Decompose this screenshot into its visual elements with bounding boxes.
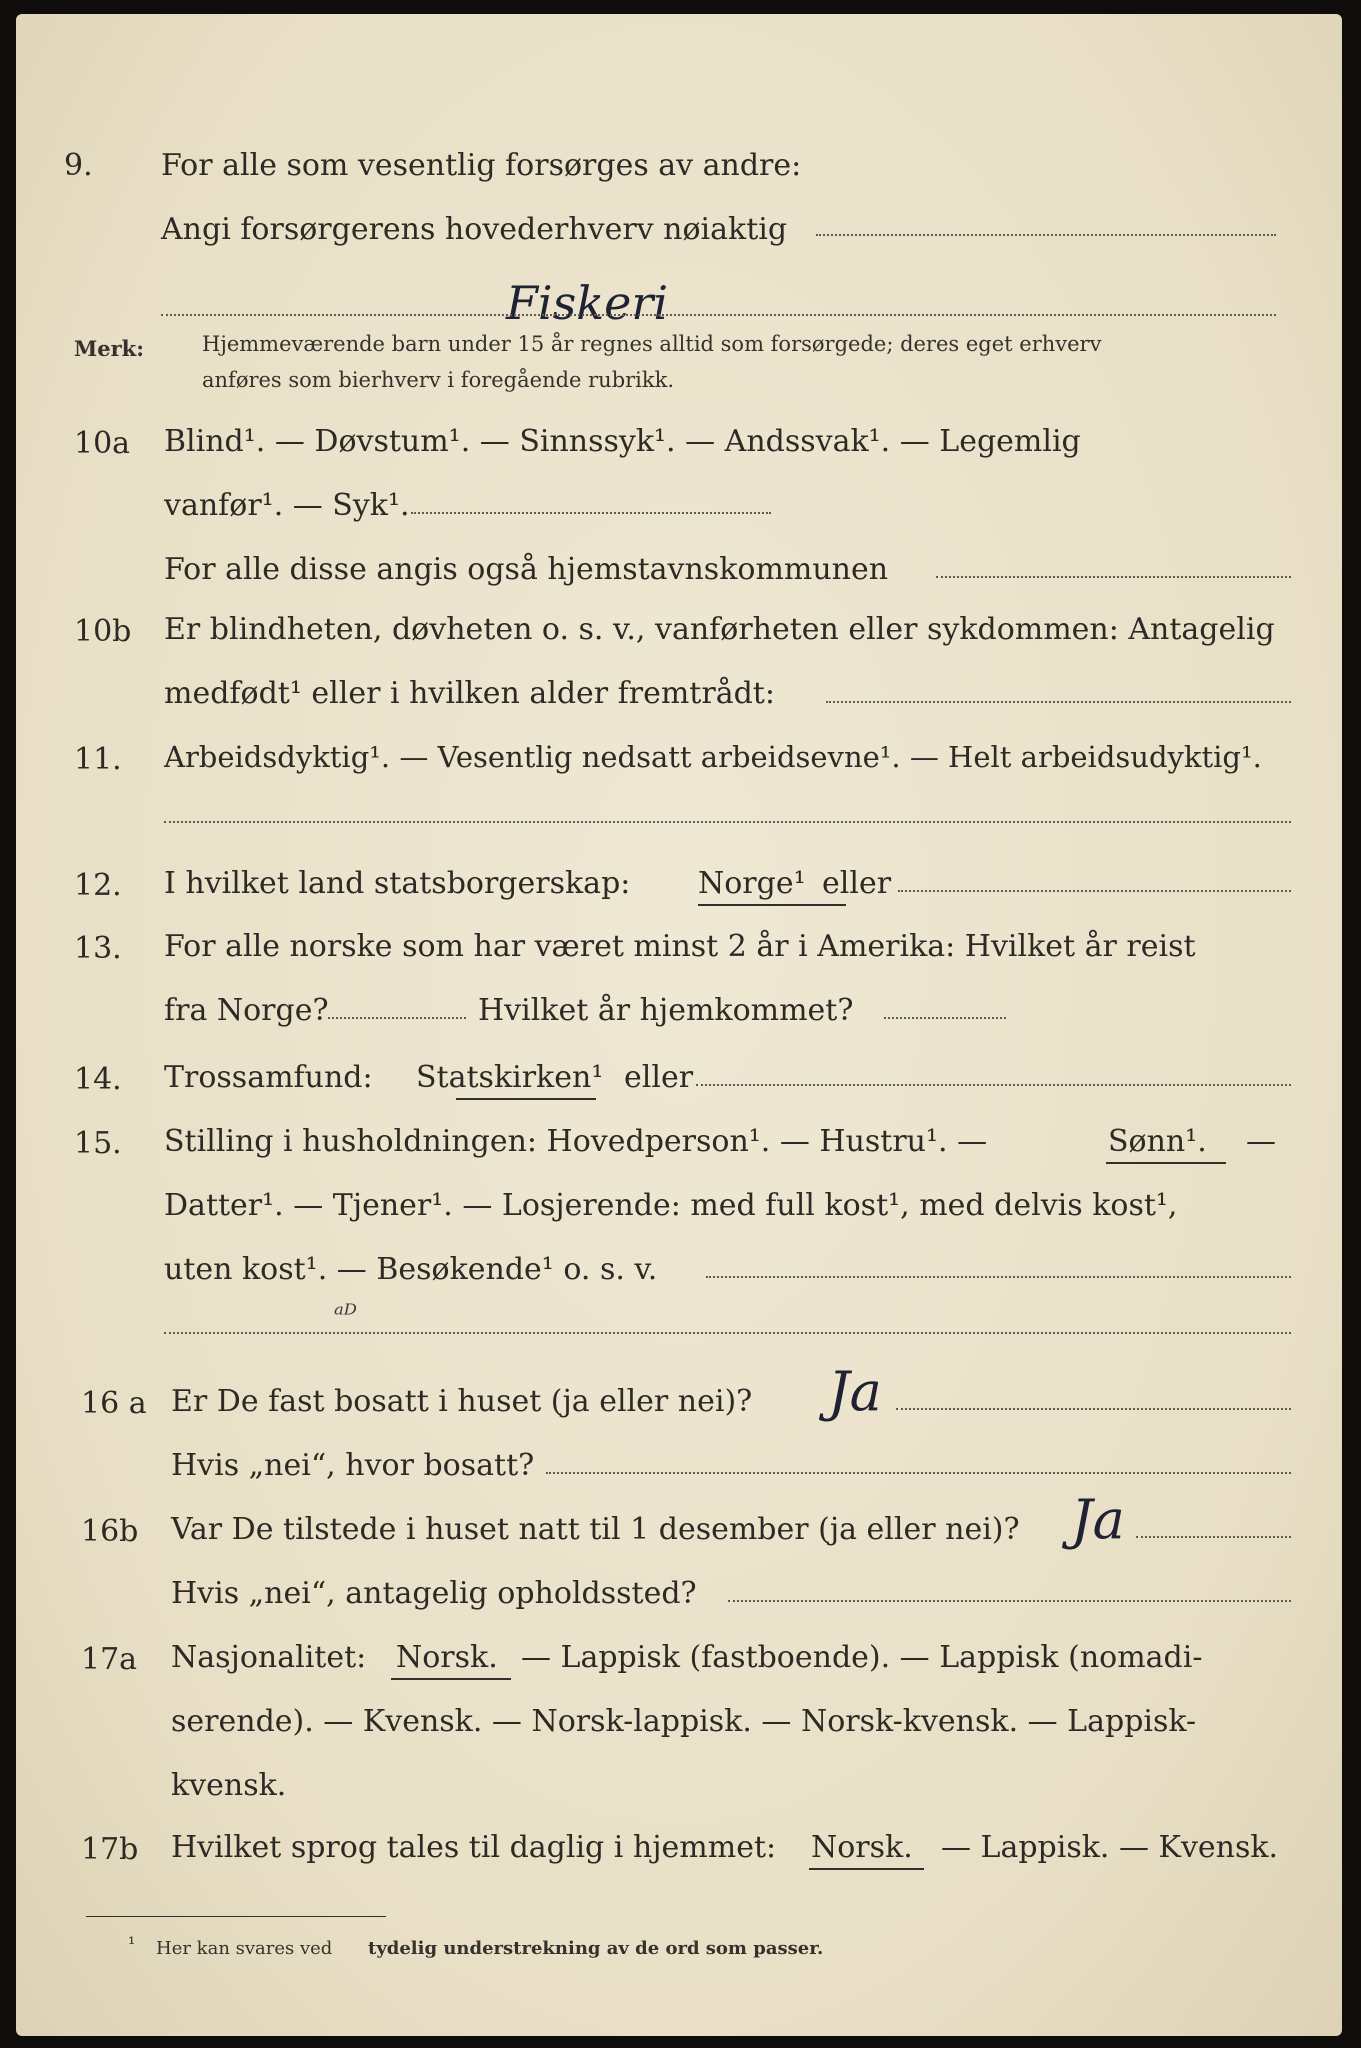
q13-line2a: fra Norge? (164, 993, 329, 1028)
q12-number: 12. (74, 868, 122, 903)
q10a-dotted-line (411, 512, 771, 514)
q10b-line1: Er blindheten, døvheten o. s. v., vanførheten eller sykdommen: Antagelig (164, 612, 1275, 647)
q16a-handwritten-answer: Ja (828, 1360, 882, 1423)
q17b-prefix: Hvilket sprog tales til daglig i hjemmet: (171, 1830, 777, 1865)
q14-suffix: eller (624, 1060, 694, 1095)
q9-provider-dotted-line (816, 234, 1276, 236)
q9-handwritten-answer: Fiskeri (506, 276, 669, 330)
q16b-handwritten-answer: Ja (1071, 1488, 1125, 1551)
q10b-number: 10b (74, 614, 132, 649)
q16a-dotted-line (896, 1408, 1291, 1410)
q17a-line1b: — Lappisk (fastboende). — Lappisk (nomadi- (521, 1640, 1203, 1675)
q15-line1b: — (1246, 1124, 1276, 1159)
q13-number: 13. (74, 931, 122, 966)
q16a-line1: Er De fast bosatt i huset (ja eller nei)? (171, 1384, 753, 1419)
q14-dotted-line (696, 1084, 1291, 1086)
q15-line2: Datter¹. — Tjener¹. — Losjerende: med full kost¹, med delvis kost¹, (164, 1188, 1178, 1223)
q16b-line1: Var De tilstede i huset natt til 1 desember (ja eller nei)? (171, 1512, 1020, 1547)
q16b-dotted-line (1136, 1536, 1291, 1538)
q14-number: 14. (74, 1062, 122, 1097)
q16b-location-dotted-line (728, 1600, 1291, 1602)
q14-underlined-statskirken: Statskirken¹ (416, 1060, 604, 1095)
q11-number: 11. (74, 742, 122, 777)
footnote-marker: ¹ (128, 1934, 136, 1955)
q15-line1a: Stilling i husholdningen: Hovedperson¹. — Hustru¹. — (164, 1124, 988, 1159)
q17a-line3: kvensk. (171, 1768, 287, 1803)
q12-underline-mark (698, 904, 846, 906)
census-form-page (16, 14, 1342, 2036)
q12-dotted-line (898, 890, 1291, 892)
merk-text-line2: anføres som bierhverv i foregående rubrikk. (202, 368, 675, 392)
q15-underlined-sonn: Sønn¹. (1108, 1124, 1207, 1159)
q15-pencil-mark: ᵃᴰ (334, 1300, 357, 1330)
q11-dotted-line (164, 821, 1291, 823)
q9-number: 9. (64, 148, 93, 183)
q13-year-left-dotted-line (328, 1017, 466, 1019)
q14-underline-mark (456, 1098, 596, 1100)
footnote-rule (86, 1916, 386, 1917)
q9-answer-dotted-line (161, 314, 1276, 316)
footnote-text: Her kan svares ved (156, 1938, 333, 1959)
q10b-line2: medfødt¹ eller i hvilken alder fremtrådt: (164, 676, 775, 711)
q13-line2b: Hvilket år hjemkommet? (478, 993, 854, 1028)
q17a-number: 17a (81, 1642, 138, 1677)
q15-underline-mark (1106, 1162, 1226, 1164)
q13-year-returned-dotted-line (884, 1017, 1006, 1019)
q9-provider-prompt: Angi forsørgerens hovederhverv nøiaktig (161, 212, 788, 247)
q12-prefix: I hvilket land statsborgerskap: (164, 866, 631, 901)
q16a-number: 16 a (81, 1386, 147, 1421)
footnote-text-bold: tydelig understrekning av de ord som passer. (368, 1938, 824, 1959)
q12-suffix: eller (822, 866, 892, 901)
q15-bottom-dotted-line (164, 1332, 1291, 1334)
q17a-line1a: Nasjonalitet: (171, 1640, 367, 1675)
q13-line1: For alle norske som har været minst 2 år i Amerika: Hvilket år reist (164, 929, 1196, 964)
q17b-underlined-norsk: Norsk. (811, 1830, 913, 1865)
q16a-residence-dotted-line (546, 1472, 1291, 1474)
q17a-underlined-norsk: Norsk. (396, 1640, 498, 1675)
q16b-number: 16b (81, 1514, 139, 1549)
q9-question: For alle som vesentlig forsørges av andre: (161, 148, 802, 183)
q17b-underline-mark (809, 1868, 924, 1870)
q17b-suffix: — Lappisk. — Kvensk. (941, 1830, 1279, 1865)
q15-number: 15. (74, 1126, 122, 1161)
q15-dotted-line (706, 1276, 1291, 1278)
q17a-line2: serende). — Kvensk. — Norsk-lappisk. — Norsk-kvensk. — Lappisk- (171, 1704, 1197, 1739)
q10a-hometown-dotted-line (936, 576, 1291, 578)
merk-text-line1: Hjemmeværende barn under 15 år regnes alltid som forsørgede; deres eget erhverv (202, 332, 1102, 356)
q14-prefix: Trossamfund: (164, 1060, 373, 1095)
q11-line1: Arbeidsdyktig¹. — Vesentlig nedsatt arbeidsevne¹. — Helt arbeidsudyktig¹. (164, 740, 1262, 774)
q10a-line2: vanfør¹. — Syk¹. (164, 488, 410, 523)
q17b-number: 17b (81, 1832, 139, 1867)
q16a-line2: Hvis „nei“, hvor bosatt? (171, 1448, 535, 1483)
q17a-underline-mark (391, 1678, 511, 1680)
q10b-dotted-line (826, 701, 1291, 703)
q10a-number: 10a (74, 426, 131, 461)
q16b-line2: Hvis „nei“, antagelig opholdssted? (171, 1576, 697, 1611)
q10a-line1: Blind¹. — Døvstum¹. — Sinnssyk¹. — Andssvak¹. — Legemlig (164, 424, 1081, 459)
q15-line3: uten kost¹. — Besøkende¹ o. s. v. (164, 1252, 658, 1287)
merk-label: Merk: (74, 336, 144, 361)
q12-underlined-norge: Norge¹ (698, 866, 806, 901)
q10a-line3: For alle disse angis også hjemstavnskommunen (164, 552, 889, 587)
